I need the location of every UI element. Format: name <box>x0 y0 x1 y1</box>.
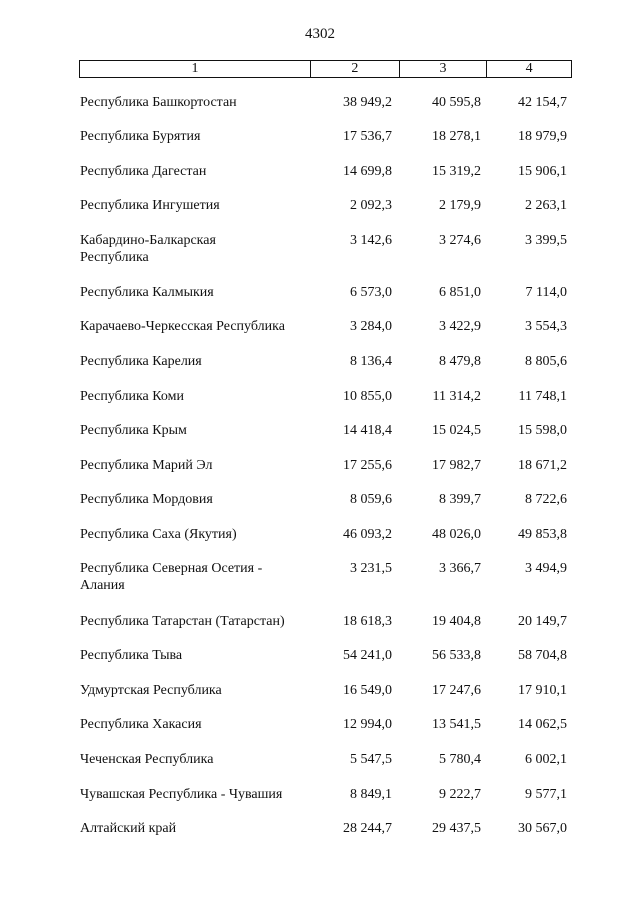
region-name: Карачаево-Черкесская Республика <box>80 319 285 334</box>
value-col-4: 8 722,6 <box>525 492 567 507</box>
value-col-2: 14 418,4 <box>343 423 392 438</box>
value-col-3: 40 595,8 <box>432 95 481 110</box>
region-name: Республика Марий Эл <box>80 458 213 473</box>
value-col-4: 11 748,1 <box>518 389 567 404</box>
value-col-4: 15 906,1 <box>518 164 567 179</box>
value-col-4: 2 263,1 <box>525 198 567 213</box>
header-col-4: 4 <box>486 61 571 77</box>
value-col-3: 5 780,4 <box>439 752 481 767</box>
value-col-4: 17 910,1 <box>518 683 567 698</box>
value-col-4: 18 979,9 <box>518 129 567 144</box>
region-name: Республика Северная Осетия - Алания <box>80 561 263 593</box>
value-col-4: 8 805,6 <box>525 354 567 369</box>
value-col-2: 8 136,4 <box>350 354 392 369</box>
value-col-3: 11 314,2 <box>432 389 481 404</box>
value-col-3: 8 479,8 <box>439 354 481 369</box>
value-col-3: 15 319,2 <box>432 164 481 179</box>
region-name: Алтайский край <box>80 821 177 836</box>
header-col-3: 3 <box>399 61 487 77</box>
value-col-4: 49 853,8 <box>518 527 567 542</box>
value-col-4: 7 114,0 <box>525 285 567 300</box>
value-col-3: 6 851,0 <box>439 285 481 300</box>
value-col-2: 6 573,0 <box>350 285 392 300</box>
value-col-4: 18 671,2 <box>518 458 567 473</box>
value-col-2: 28 244,7 <box>343 821 392 836</box>
value-col-3: 13 541,5 <box>432 717 481 732</box>
value-col-3: 8 399,7 <box>439 492 481 507</box>
region-name: Республика Хакасия <box>80 717 202 732</box>
value-col-2: 17 536,7 <box>343 129 392 144</box>
value-col-3: 18 278,1 <box>432 129 481 144</box>
value-col-4: 20 149,7 <box>518 614 567 629</box>
region-name: Удмуртская Республика <box>80 683 222 698</box>
value-col-3: 9 222,7 <box>439 787 481 802</box>
region-name: Республика Башкортостан <box>80 95 237 110</box>
header-col-1: 1 <box>191 61 199 76</box>
value-col-4: 9 577,1 <box>525 787 567 802</box>
value-col-4: 6 002,1 <box>525 752 567 767</box>
value-col-4: 14 062,5 <box>518 717 567 732</box>
value-col-2: 17 255,6 <box>343 458 392 473</box>
value-col-2: 2 092,3 <box>350 198 392 213</box>
value-col-4: 3 494,9 <box>525 561 567 576</box>
value-col-2: 16 549,0 <box>343 683 392 698</box>
region-name: Республика Калмыкия <box>80 285 214 300</box>
value-col-2: 12 994,0 <box>343 717 392 732</box>
value-col-4: 30 567,0 <box>518 821 567 836</box>
value-col-2: 14 699,8 <box>343 164 392 179</box>
region-name: Республика Мордовия <box>80 492 213 507</box>
value-col-3: 19 404,8 <box>432 614 481 629</box>
region-name: Республика Коми <box>80 389 184 404</box>
value-col-3: 3 366,7 <box>439 561 481 576</box>
region-name: Республика Дагестан <box>80 164 207 179</box>
value-col-3: 29 437,5 <box>432 821 481 836</box>
region-name: Республика Крым <box>80 423 187 438</box>
value-col-3: 17 247,6 <box>432 683 481 698</box>
region-name: Республика Ингушетия <box>80 198 220 213</box>
region-name: Чеченская Республика <box>80 752 214 767</box>
region-name: Чувашская Республика - Чувашия <box>80 787 283 802</box>
value-col-3: 3 274,6 <box>439 233 481 248</box>
value-col-2: 18 618,3 <box>343 614 392 629</box>
value-col-3: 17 982,7 <box>432 458 481 473</box>
region-name: Республика Саха (Якутия) <box>80 527 237 542</box>
region-name: Республика Бурятия <box>80 129 201 144</box>
value-col-4: 3 554,3 <box>525 319 567 334</box>
region-name: Кабардино-Балкарская Республика <box>80 233 216 265</box>
value-col-3: 48 026,0 <box>432 527 481 542</box>
region-name: Республика Тыва <box>80 648 183 663</box>
page-number: 4302 <box>305 26 335 42</box>
value-col-3: 15 024,5 <box>432 423 481 438</box>
value-col-2: 38 949,2 <box>343 95 392 110</box>
region-name: Республика Карелия <box>80 354 202 369</box>
value-col-2: 8 849,1 <box>350 787 392 802</box>
value-col-4: 58 704,8 <box>518 648 567 663</box>
value-col-3: 56 533,8 <box>432 648 481 663</box>
value-col-2: 8 059,6 <box>350 492 392 507</box>
value-col-2: 3 142,6 <box>350 233 392 248</box>
value-col-2: 3 284,0 <box>350 319 392 334</box>
header-col-2: 2 <box>310 61 399 77</box>
region-name: Республика Татарстан (Татарстан) <box>80 614 285 629</box>
value-col-2: 10 855,0 <box>343 389 392 404</box>
value-col-2: 54 241,0 <box>343 648 392 663</box>
value-col-2: 5 547,5 <box>350 752 392 767</box>
value-col-3: 3 422,9 <box>439 319 481 334</box>
value-col-4: 3 399,5 <box>525 233 567 248</box>
value-col-3: 2 179,9 <box>439 198 481 213</box>
value-col-4: 15 598,0 <box>518 423 567 438</box>
value-col-2: 3 231,5 <box>350 561 392 576</box>
value-col-4: 42 154,7 <box>518 95 567 110</box>
value-col-2: 46 093,2 <box>343 527 392 542</box>
